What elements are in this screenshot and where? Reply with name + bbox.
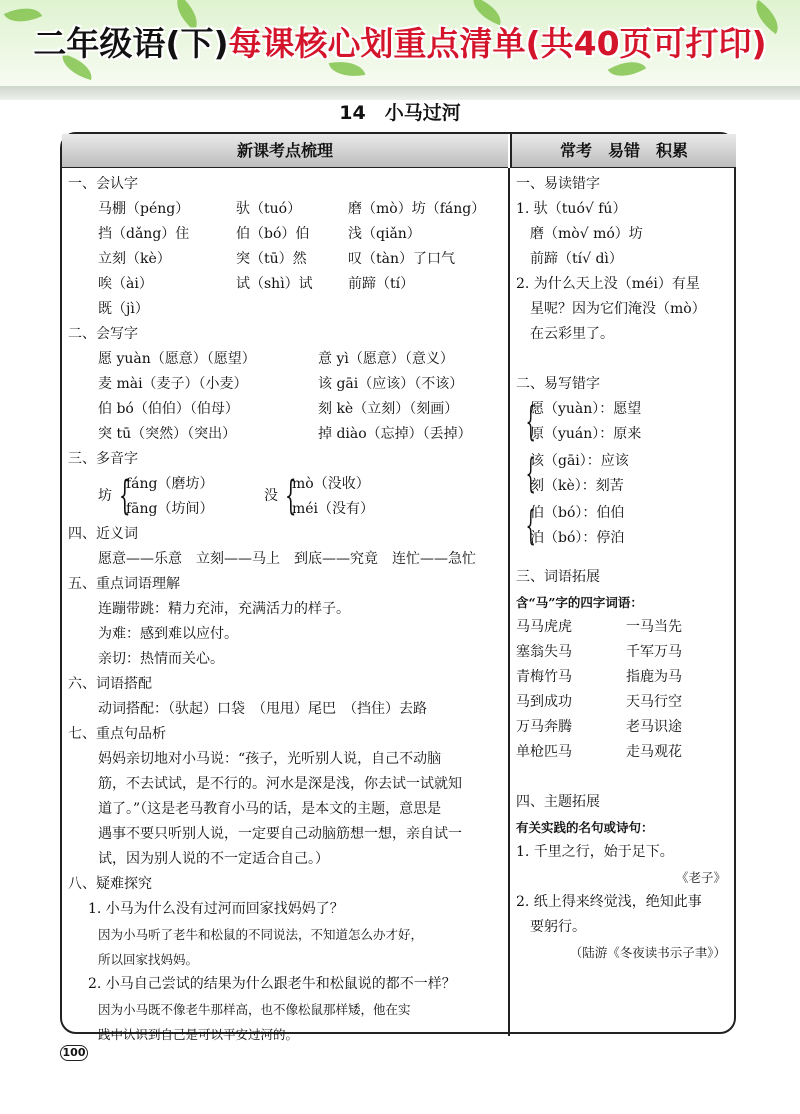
list-item: 连蹦带跳：精力充沛，充满活力的样子。 bbox=[98, 601, 350, 617]
list-item: 马棚（péng） 驮（tuó） 磨（mò）坊（fáng） bbox=[98, 201, 486, 217]
section-title: 三、词语拓展 bbox=[516, 569, 600, 585]
answer-line: 践中认识到自己是可以平安过河的。 bbox=[98, 1027, 299, 1042]
brace-icon: { bbox=[284, 473, 297, 519]
list-item: 马马虎虎 一马当先 bbox=[516, 619, 682, 635]
question: 1. 小马为什么没有过河而回家找妈妈了？ bbox=[88, 901, 344, 917]
list-item: 突 tū（突然）（突出） 掉 diào（忘掉）（丢掉） bbox=[98, 426, 472, 442]
right-column-header: 常考 易错 积累 bbox=[510, 134, 736, 168]
answer-line: 所以回家找妈妈。 bbox=[98, 952, 199, 967]
list-item: 万马奔腾 老马识途 bbox=[516, 719, 682, 735]
section-title: 八、疑难探究 bbox=[68, 876, 152, 892]
list-item: 在云彩里了。 bbox=[530, 326, 614, 342]
list-item: 2. 为什么天上没（méi）有星 bbox=[516, 276, 700, 292]
list-item: 愿意——乐意 立刻——马上 到底——究竟 连忙——急忙 bbox=[98, 551, 476, 567]
page-number: 100 bbox=[60, 1045, 88, 1061]
list-item: 马到成功 天马行空 bbox=[516, 694, 682, 710]
list-item: 星呢？因为它们淹没（mò） bbox=[530, 301, 706, 317]
spacer bbox=[516, 765, 732, 790]
list-item: 为难：感到难以应付。 bbox=[98, 626, 238, 642]
section-title: 六、词语搭配 bbox=[68, 676, 152, 692]
section-title: 一、会认字 bbox=[68, 176, 138, 192]
section-title: 二、易写错字 bbox=[516, 376, 600, 392]
quote-source: 《老子》 bbox=[675, 870, 726, 885]
paragraph-line: 妈妈亲切地对小马说：“孩子，光听别人说，自己不动脑 bbox=[98, 751, 442, 767]
lesson-title: 14 小马过河 bbox=[339, 102, 461, 124]
right-column bbox=[516, 172, 732, 965]
list-item: 1. 驮（tuó√ fú） bbox=[516, 201, 627, 217]
section-title: 二、会写字 bbox=[68, 326, 138, 342]
brace-icon: { bbox=[525, 399, 536, 445]
section-title: 一、易读错字 bbox=[516, 176, 600, 192]
quote-source: （陆游《冬夜读书示子聿》） bbox=[569, 945, 726, 960]
brace-icon: { bbox=[525, 451, 536, 497]
char-pair: { 伯（bó）：伯伯 泊（bó）：停泊 bbox=[525, 503, 625, 549]
subheading: 有关实践的名句或诗句： bbox=[516, 820, 654, 835]
left-column-header: 新课考点梳理 bbox=[62, 134, 508, 168]
brace-icon: { bbox=[118, 473, 131, 519]
answer-line: 因为小马听了老牛和松鼠的不同说法，不知道怎么办才好， bbox=[98, 927, 424, 942]
paragraph-line: 筋，不去试试，是不行的。河水是深是浅，你去试一试就知 bbox=[98, 776, 462, 792]
answer-line: 因为小马既不像老牛那样高，也不像松鼠那样矮，他在实 bbox=[98, 1002, 411, 1017]
section-title: 五、重点词语理解 bbox=[68, 576, 180, 592]
left-column bbox=[68, 172, 504, 1047]
column-divider bbox=[508, 168, 510, 1036]
quote: 1. 千里之行，始于足下。 bbox=[516, 844, 674, 860]
list-item: 单枪匹马 走马观花 bbox=[516, 744, 682, 760]
paragraph-line: 试，因为别人说的不一定适合自己。） bbox=[98, 851, 329, 867]
quote: 2. 纸上得来终觉浅，绝知此事 bbox=[516, 894, 702, 910]
polyphone-group: 坊 { fáng（磨坊） fāng（坊间） 没 { mò（没收） méi（没有） bbox=[98, 473, 375, 519]
banner-title: 二年级语(下)每课核心划重点清单(共40页可打印) bbox=[33, 24, 767, 63]
list-item: 立刻（kè） 突（tū）然 叹（tàn）了口气 bbox=[98, 251, 455, 267]
list-item: 挡（dǎng）住 伯（bó）伯 浅（qiǎn） bbox=[98, 226, 421, 242]
list-item: 唉（ài） 试（shì）试 前蹄（tí） bbox=[98, 276, 415, 292]
list-item: 青梅竹马 指鹿为马 bbox=[516, 669, 682, 685]
char-pair: { 愿（yuàn）：愿望 原（yuán）：原来 bbox=[525, 399, 642, 445]
spacer bbox=[516, 347, 732, 372]
section-title: 四、近义词 bbox=[68, 526, 138, 542]
list-item: 动词搭配：（驮起）口袋 （甩甩）尾巴 （挡住）去路 bbox=[98, 701, 427, 717]
char-pair: { 该（gāi）：应该 刻（kè）：刻苦 bbox=[525, 451, 629, 497]
list-item: 磨（mò√ mó）坊 bbox=[530, 226, 643, 242]
list-item: 伯 bó（伯伯）（伯母） 刻 kè（立刻）（刻画） bbox=[98, 401, 459, 417]
list-item: 前蹄（tí√ dì） bbox=[530, 251, 623, 267]
section-title: 三、多音字 bbox=[68, 451, 138, 467]
banner bbox=[0, 0, 800, 86]
section-title: 七、重点句品析 bbox=[68, 726, 166, 742]
list-item: 麦 mài（麦子）（小麦） 该 gāi（应该）（不该） bbox=[98, 376, 464, 392]
list-item: 既（jì） bbox=[98, 301, 149, 317]
paragraph-line: 道了。”（这是老马教育小马的话，是本文的主题，意思是 bbox=[98, 801, 442, 817]
brace-icon: { bbox=[525, 503, 536, 549]
question: 2. 小马自己尝试的结果为什么跟老牛和松鼠说的都不一样？ bbox=[88, 976, 456, 992]
paragraph-line: 遇事不要只听别人说，一定要自己动脑筋想一想，亲自试一 bbox=[98, 826, 462, 842]
list-item: 塞翁失马 千军万马 bbox=[516, 644, 682, 660]
quote: 要躬行。 bbox=[530, 919, 586, 935]
spacer bbox=[516, 553, 732, 565]
content-frame bbox=[60, 132, 736, 1042]
list-item: 亲切：热情而关心。 bbox=[98, 651, 224, 667]
subheading: 含“马”字的四字词语： bbox=[516, 595, 643, 610]
section-title: 四、主题拓展 bbox=[516, 794, 600, 810]
list-item: 愿 yuàn（愿意）（愿望） 意 yì（愿意）（意义） bbox=[98, 351, 454, 367]
